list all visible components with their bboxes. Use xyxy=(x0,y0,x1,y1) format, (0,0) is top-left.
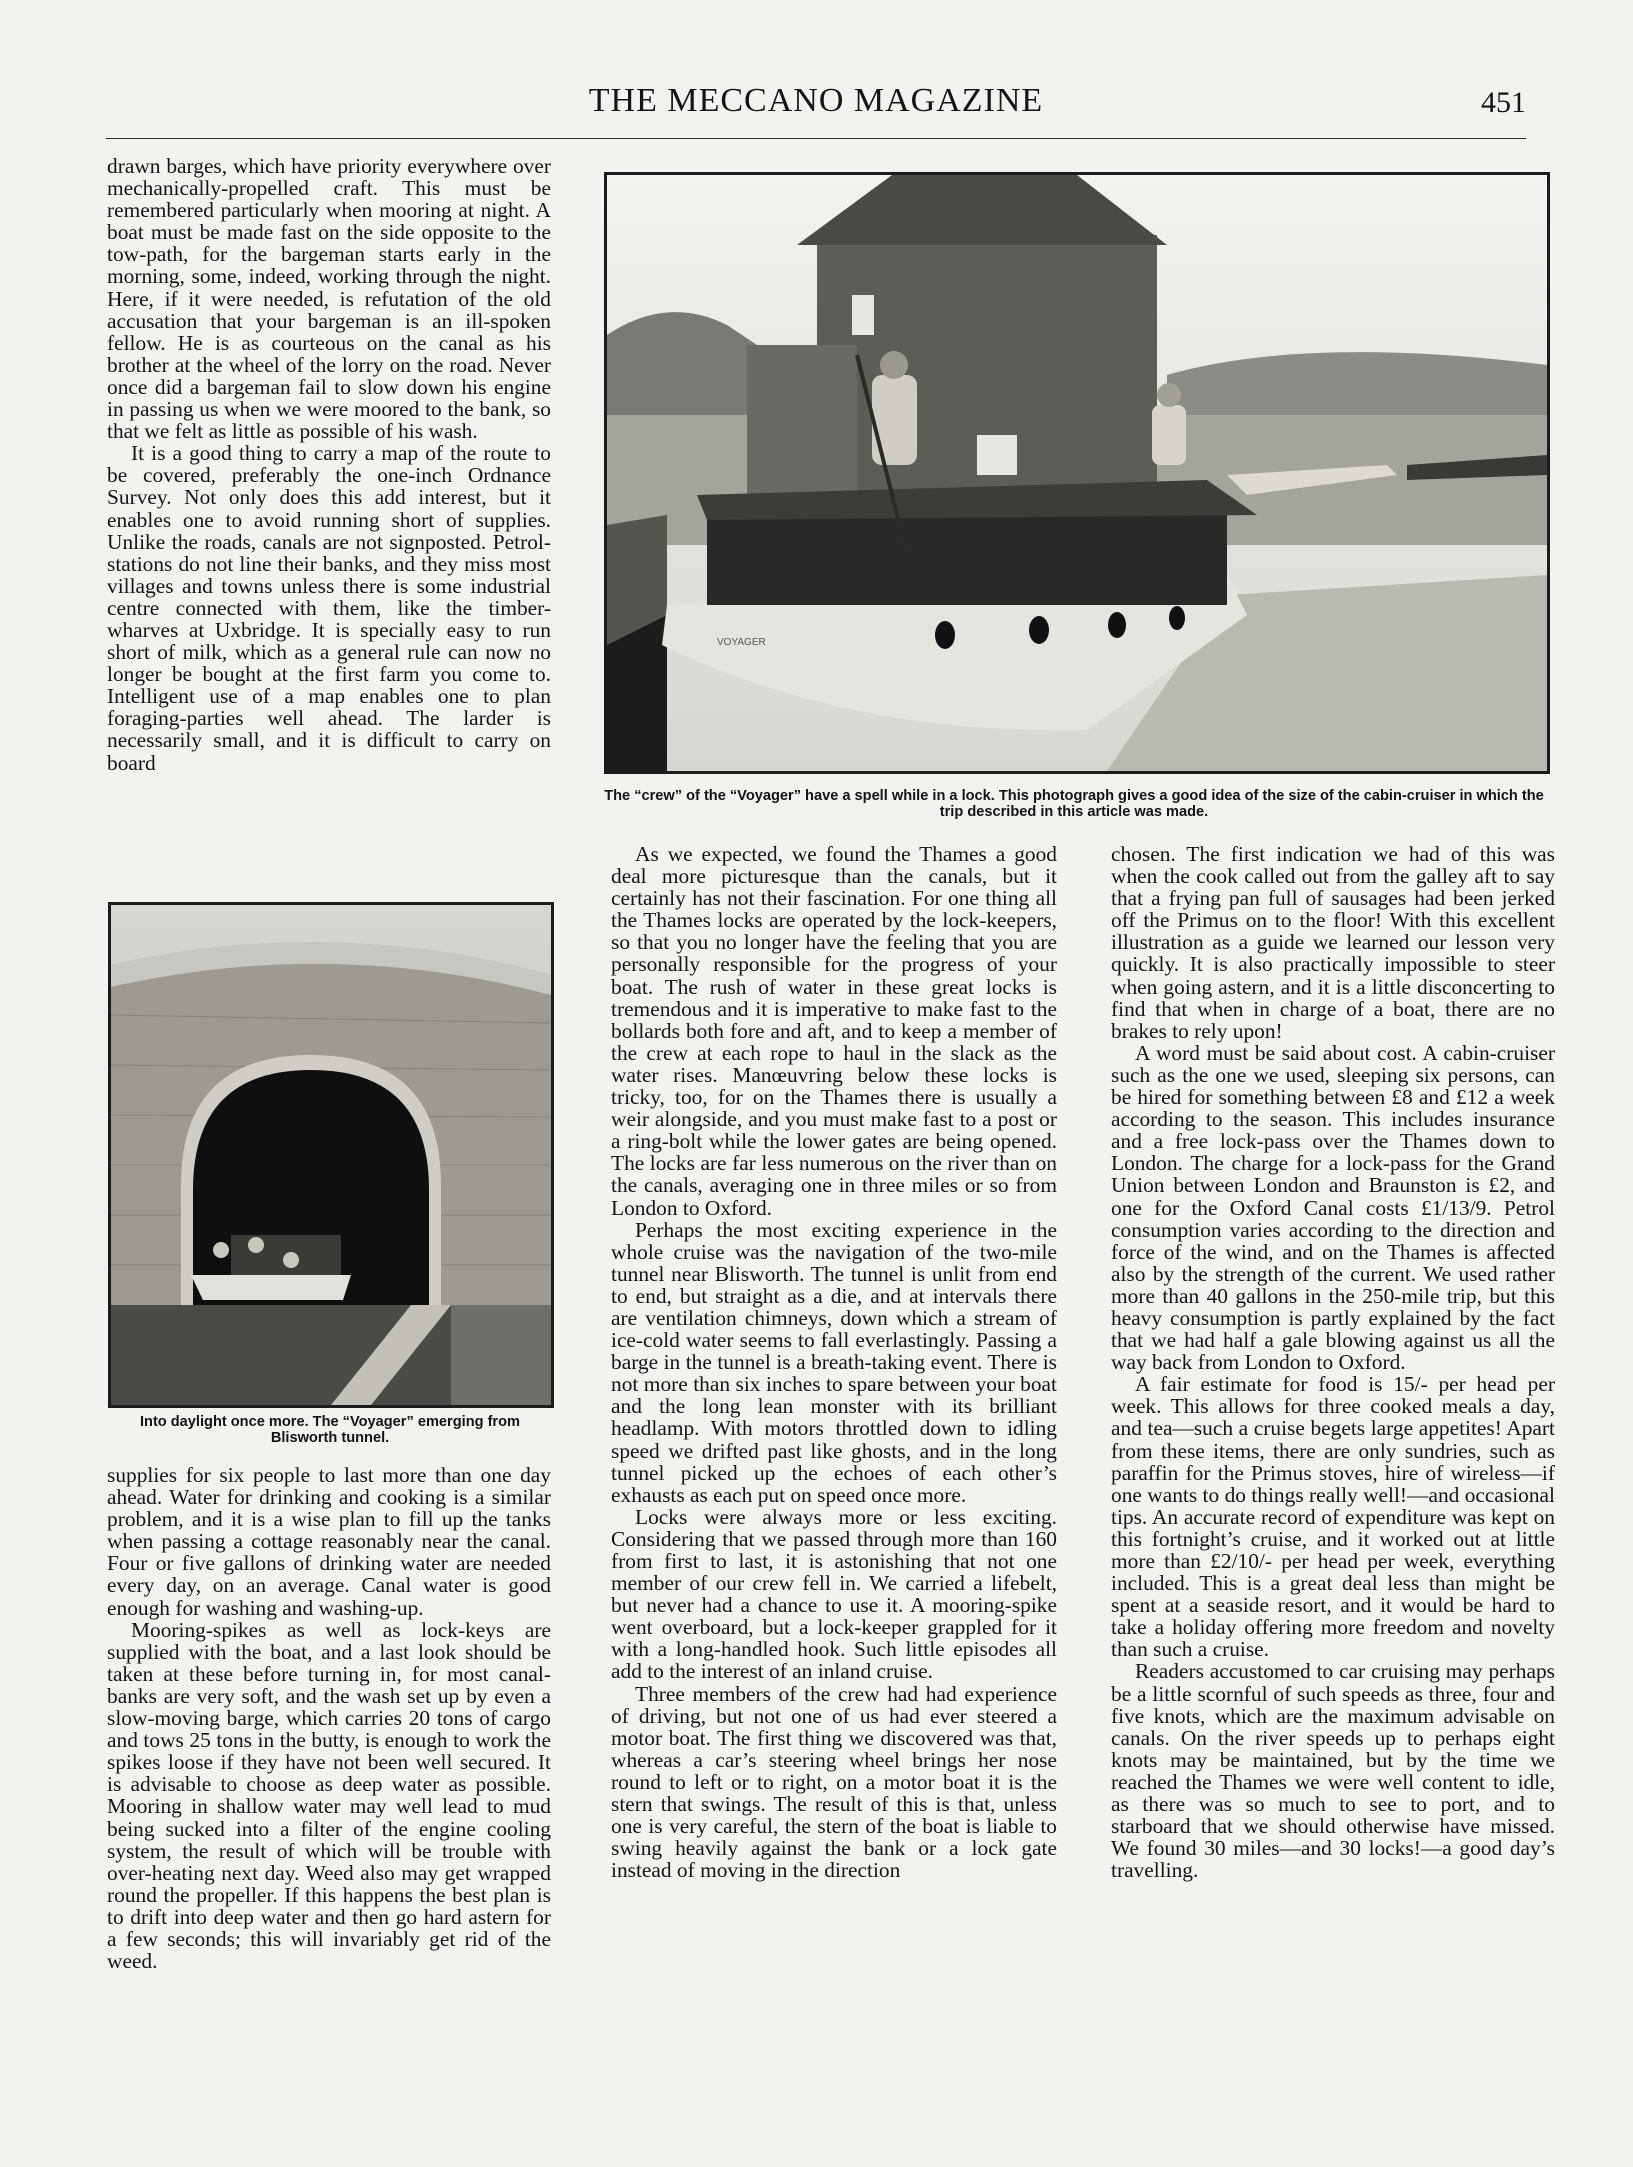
column-1-top xyxy=(107,155,551,774)
paragraph: supplies for six people to last more than one day ahead. Water for drinking and cooking is a similar problem, and it is a wise plan to fill up the tanks when passing a cottage reasonably near the canal. Four or five gallons of drinking water are needed every day, on an average. Canal water is good enough for washing and washing-up. xyxy=(107,1463,551,1620)
paragraph: A word must be said about cost. A cabin-cruiser such as the one we used, sleeping six persons, can be hired for something between £8 and £12 a week according to the season. This includes insurance and a free lock-pass over the Thames down to London. The charge for a lock-pass for the Grand Union between London and Braunston is £2, and one for the Oxford Canal costs £1/13/9. Petrol consumption varies according to the direction and force of the wind, and on the Thames is affected also by the strength of the current. We used rather more than 40 gallons in the 250-mile trip, but this heavy consumption is partly explained by the fact that we had half a gale blowing against us all the way back from London to Oxford. xyxy=(1111,1040,1555,1375)
paragraph: A fair estimate for food is 15/- per head per week. This allows for three cooked meals a day, and tea—such a cruise begets large appetites! Apart from these items, there are only sundries, such as paraffin for the Primus stoves, hire of wireless—if one wants to do things really well!—and occasional tips. An accurate record of expenditure was kept on this fortnight’s cruise, and it worked out at little more than £2/10/- per head per week, everything included. This is a great deal less than might be spent at a seaside resort, and it would be hard to take a holiday offering more freedom and novelty than such a cruise. xyxy=(1111,1372,1555,1662)
lock-photo-caption: The “crew” of the “Voyager” have a spell while in a lock. This photograph gives a good idea of the size of the cabin-cruiser in which the trip described in this article was made. xyxy=(604,788,1544,820)
paragraph: Perhaps the most exciting experience in the whole cruise was the navigation of the two-mile tunnel near Blisworth. The tunnel is unlit from end to end, but straight as a die, and at intervals there are ventilation chimneys, down which a stream of ice-cold water seems to fall everlastingly. Passing a barge in the tunnel is a breath-taking event. There is not more than six inches to spare between your boat and the long lean monster with its brilliant headlamp. With motors throttled down to idling speed we drifted past like ghosts, and in the long tunnel picked up the echoes of each other’s exhausts as each put on speed once more. xyxy=(611,1217,1057,1507)
tunnel-photo xyxy=(108,902,554,1408)
column-1-bottom xyxy=(107,1464,551,1972)
paragraph: Readers accustomed to car cruising may perhaps be a little scornful of such speeds as three, four and five knots, which are the maximum advisable on canals. On the river speeds up to perhaps eight knots may be maintained, but by the time we reached the Thames we were well content to idle, as there was so much to see to port, and to starboard that we should otherwise have missed. We found 30 miles—and 30 locks!—a good day’s travelling. xyxy=(1111,1659,1555,1883)
paragraph: chosen. The first indication we had of this was when the cook called out from the galley aft to say that a frying pan full of sausages had been jerked off the Primus on to the floor! With this excellent illustration as a guide we learned our lesson very quickly. It is also practically impossible to steer when going astern, and it is a little disconcerting to find that when in charge of a boat, there are no brakes to rely upon! xyxy=(1111,842,1555,1043)
page-header xyxy=(106,78,1526,139)
canal-lock-cabin-cruiser-photo xyxy=(607,175,1547,771)
page-number: 451 xyxy=(1481,86,1526,119)
paragraph: It is a good thing to carry a map of the route to be covered, preferably the one-inch Ordnance Survey. Not only does this add interest, but it enables one to avoid running short of supplies. Unlike the roads, canals are not signposted. Petrol-stations do not line their banks, and they miss most villages and towns unless there is some industrial centre connected with them, like the timber-wharves at Uxbridge. It is specially easy to run short of milk, which as a general rule can now no longer be bought at the first farm you come to. Intelligent use of a map enables one to plan foraging-parties well ahead. The larder is necessarily small, and it is difficult to carry on board xyxy=(107,441,551,775)
paragraph: drawn barges, which have priority everywhere over mechanically-propelled craft. This must be remembered particularly when mooring at night. A boat must be made fast on the side opposite to the tow-path, for the bargeman starts early in the morning, some, indeed, working through the night. Here, if it were needed, is refutation of the old accusation that your bargeman is an ill-spoken fellow. He is as courteous on the canal as his brother at the wheel of the lorry on the road. Never once did a bargeman fail to slow down his engine in passing us when we were moored to the bank, so that we felt as little as possible of his wash. xyxy=(107,154,551,444)
blisworth-tunnel-photo xyxy=(111,905,551,1405)
paragraph: Locks were always more or less exciting. Considering that we passed through more than 160 from first to last, it is astonishing that not one member of our crew fell in. We carried a lifebelt, but never had a chance to use it. A mooring-spike went overboard, but a lock-keeper grappled for it with a long-handled hook. Such little episodes all add to the interest of an inland cruise. xyxy=(611,1504,1057,1684)
column-3 xyxy=(1111,843,1555,1881)
paragraph: Three members of the crew had had experience of driving, but not one of us had ever steered a motor boat. The first thing we discovered was that, whereas a car’s steering wheel brings her nose round to left or to right, on a motor boat it is the stern that swings. The result of this is that, unless one is very careful, the stern of the boat is liable to swing heavily against the bank or a lock gate instead of moving in the direction xyxy=(611,1681,1057,1883)
tunnel-photo-caption: Into daylight once more. The “Voyager” emerging from Blisworth tunnel. xyxy=(139,1414,521,1446)
column-2 xyxy=(611,843,1057,1881)
lock-photo xyxy=(604,172,1550,774)
paragraph: Mooring-spikes as well as lock-keys are supplied with the boat, and a last look should be taken at these before turning in, for most canal-banks are very soft, and the wash set up by even a slow-moving barge, which carries 20 tons of cargo and tows 25 tons in the butty, is enough to work the spikes loose if they have not been well secured. It is advisable to choose as deep water as possible. Mooring in shallow water may well lead to mud being sucked into a filter of the engine cooling system, the result of which will be trouble with over-heating next day. Weed also may get wrapped round the propeller. If this happens the best plan is to drift into deep water and then go hard astern for a few seconds; this will invariably get rid of the weed. xyxy=(107,1617,551,1974)
boat-name-on-hull: VOYAGER xyxy=(717,637,766,648)
magazine-title: THE MECCANO MAGAZINE xyxy=(588,82,1044,119)
paragraph: As we expected, we found the Thames a good deal more picturesque than the canals, but it certainly has not their fascination. For one thing all the Thames locks are operated by the lock-keepers, so that you no longer have the feeling that you are personally responsible for the progress of your boat. The rush of water in these great locks is tremendous and it is imperative to make fast to the bollards both fore and aft, and to keep a member of the crew at each rope to haul in the slack as the water rises. Manœuvring below these locks is tricky, too, for on the Thames there is usually a weir alongside, and you must make fast to a post or a ring-bolt while the lower gates are being opened. The locks are far less numerous on the river than on the canals, averaging one in three miles or so from London to Oxford. xyxy=(611,842,1057,1220)
